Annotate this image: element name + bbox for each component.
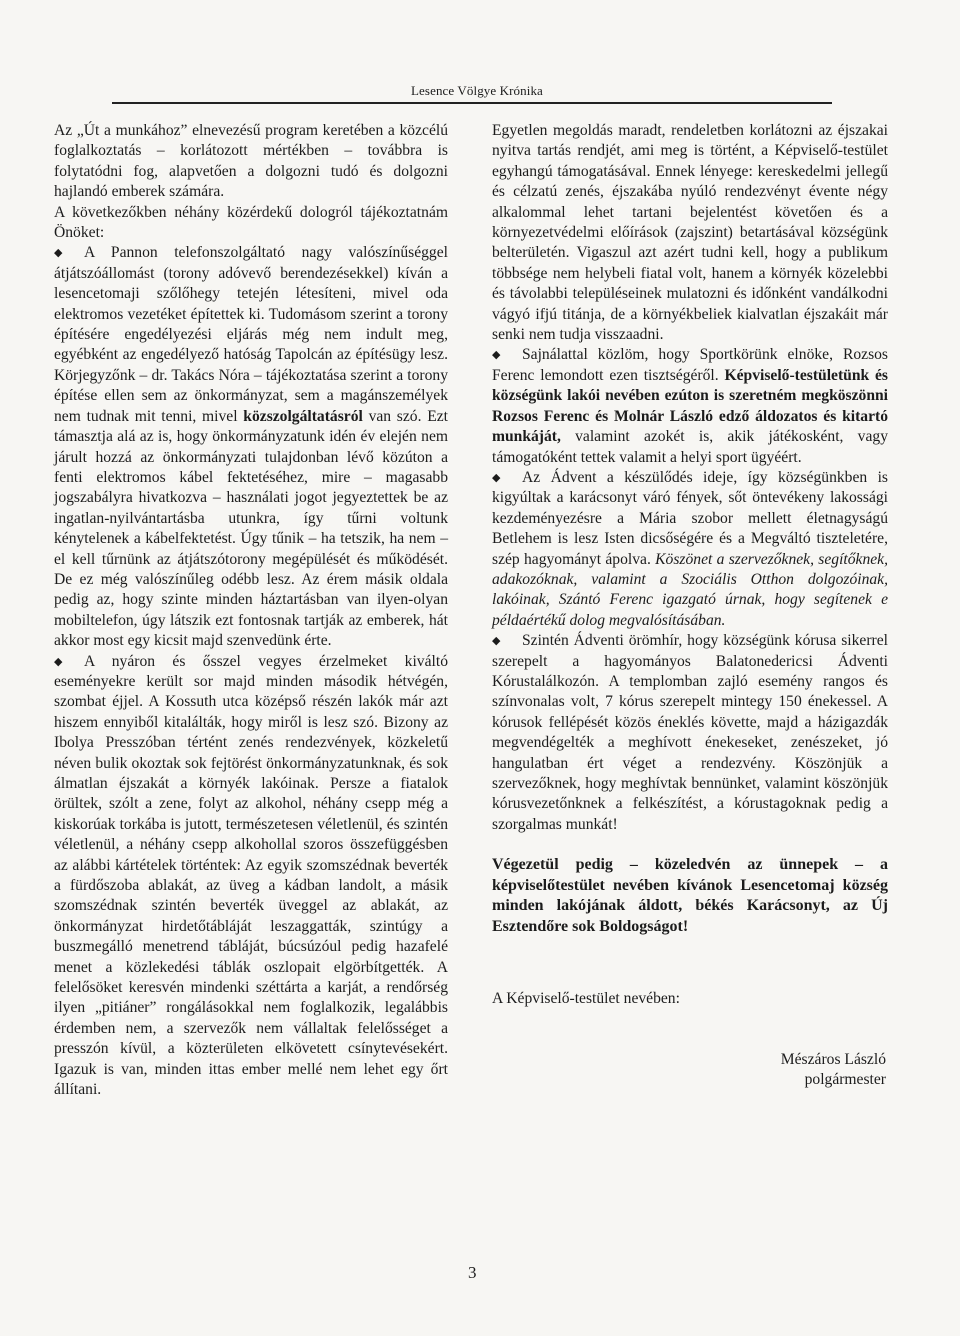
- page-number: 3: [468, 1263, 477, 1282]
- diamond-bullet-icon: ◆: [54, 655, 63, 668]
- paragraph: ◆ Az Ádvent a készülődés ideje, így községünkben is kigyúltak a karácsonyt váró fények, sőt öntevékeny lakossági kezdeményezésre a Mária szobor mellett életnagyságú Betlehem is lesz Isten dicsőségére és a Megváltó tiszteletére, szép hagyományt ápolva. Köszönet a szervezőknek, segítőknek, adakozóknak, valamint a Szociális Otthon dolgozóinak, lakóinak, Szántó Ferenc igazgató úrnak, hogy segítenek e példaértékű dolog megvalósításában.: [492, 468, 888, 629]
- diamond-bullet-icon: ◆: [492, 349, 501, 362]
- paragraph: Egyetlen megoldás maradt, rendeletben korlátozni az éjszakai nyitva tartás rendjét, ami meg is történt, a Képviselő-testület egyhangú támogatásával. Ennek lényege: kereskedelmi jellegű és célzatú zenés, éjszakába nyúló rendezvényt évente négy alkalommal lehet tartani bejelentést követően és a környezetvédelmi előírások (zajszint) betartásával községünk belterületén. Vigaszul azt azért tudni kell, hogy a publikum többsége nem helybeli fiatal volt, hanem a környék közelebbi és távolabbi településeinek mulatozni és időnként vandálkodni vágyó ifjú titánja, de a környékbeliek kialvatlan éjszakáit már senki nem tudja visszaadni.: [492, 122, 888, 344]
- publication-title: Lesence Völgye Krónika: [411, 83, 543, 98]
- paragraph: A következőkben néhány közérdekű dologról tájékoztatnám Önöket:: [54, 203, 448, 242]
- diamond-bullet-icon: ◆: [492, 471, 501, 484]
- diamond-bullet-icon: ◆: [492, 635, 501, 648]
- closing-greeting: Végezetül pedig – közeledvén az ünnepek – a képviselőtestület nevében kívánok Lesencetomaj község minden lakójának áldott, békés Karácsonyt, az Új Esztendőre sok Boldogságot!: [492, 856, 888, 935]
- paragraph: ◆ Sajnálattal közlöm, hogy Sportkörünk elnöke, Rozsos Ferenc lemondott ezen tisztségéről. Képviselő-testületünk és községünk lakói nevében ezúton is szeretném megköszönni Rozsos Ferenc és Molnár László edző áldozatos és kitartó munkáját, valamint azokét is, akik játékosként, vagy támogatóként tettek valamit a helyi sport ügyéért.: [492, 346, 888, 466]
- paragraph: ◆ Szintén Ádventi örömhír, hogy községünk kórusa sikerrel szerepelt a hagyományos Balatonedericsi Ádventi Kórustalálkozón. A templomban zajló esemény rangos és színvonalas volt, 7 kórus szerepelt mintegy 150 énekessel. A kórusok fellépését közös éneklés követte, majd a házigazdák megvendégelték a meghívott énekeseket, zenészeket, jó hangulatban ért véget a rendezvény. Köszönjük a szervezőknek, hogy meghívtak bennünket, valamint köszönjük kórusvezetőnknek a felkészítést, a kórustagoknak pedig a szorgalmas munkát!: [492, 632, 888, 833]
- paragraph: Az „Út a munkához” elnevezésű program keretében a közcélú foglalkoztatás – korlátozott mértékben – továbbra is folytatódni fog, alapvetően a dolgozni tudó és dolgozni hajlandó emberek számára.: [54, 122, 448, 201]
- paragraph: ◆ A nyáron és ősszel vegyes érzelmeket kiváltó eseményekre került sor majd minden második hétvégén, szombat éjjel. A Kossuth utca középső részén lakók már azt hiszem ennyiből kitalálták, hogy miről is lesz szó. Bizony az Ibolya Presszóban tértént zenés rendezvények, közkeletű néven bulik okoztak sok fejtörést önkormányzatunknak, és sok álmatlan éjszakát a környék lakóinak. Persze a fiatalok örültek, szólt a zene, folyt az alkohol, néhány csepp még a kiskorúak torkába is jutott, természetesen véletlenül, és szintén véletlenül, a néhány csepp alkohollal szoros összefüggésben az alábbi kártételek történtek: Az egyik szomszédnak beverték a fürdőszoba ablakát, az üveg a kádban landolt, a másik szomszédnak szintén beverték üveggel az ablakát, az önkormányzat hirdetőtábláját leszaggatták, szintúgy a buszmegálló menetrend tábláját, búcsúzóul pedig hazafelé menet a közlekedési táblák oszlopait elgörbítgették. A felelősöket keresvén mindenki széttárta a karját, a rendőrség ilyen „pitiáner” rongálásokkal nem foglalkozik, legalábbis érdemben nem, a szervezők nem vállaltak felelősséget a presszón kívül, a közterületen elkövetett csínytevésekért. Igazuk is van, minden ittas ember mellé nem lehet egy őrt állítani.: [54, 652, 448, 1099]
- signoff: A Képviselő-testület nevében:: [492, 990, 680, 1008]
- signature-title: polgármester: [804, 1071, 886, 1089]
- right-column: [492, 121, 888, 1090]
- left-column: [54, 121, 448, 1101]
- signature-name: Mészáros László: [780, 1050, 886, 1068]
- paragraph: ◆ A Pannon telefonszolgáltató nagy valószínűséggel átjátszóállomást (torony adóvevő berendezésekkel) kíván a lesencetomaji szőlőhegy tetején létesíteni, mivel oda elektromos vezetéket építettek ki. Tudomásom szerint a torony építésére engedélyezési eljárás még nem indult meg, egyébként az engedélyező hatóság Tapolcán az építésügy lesz. Körjegyzőnk – dr. Takács Nóra – tájékoztatása szerint a torony építése ellen sem az önkormányzat, sem a magánszemélyek nem tudnak mit tenni, mivel közszolgáltatásról van szó. Ezt támasztja alá az is, hogy önkormányzatunk idén év elején nem járult hozzá az önkormányzati tulajdonban lévő közúton a fenti elektromos kábel fektetéséhez, mire – magasabb jogszabályra hivatkozva – használati jogot jegyeztettek be az ingatlan-nyilvántartásba utunkra, így tűrni voltunk kénytelenek a kábelfektetést. Úgy tűnik – ha tetszik, ha nem – el kell tűrnünk az átjátszótorony megépülését és működését. De ez még valószínűleg odébb lesz. Az érem másik oldala pedig az, hogy szinte minden háztartásban van ilyen-olyan mobiltelefon, úgy látszik ezt fontosnak tartják az emberek, hát akkor most egy kicsit majd szenvedünk érte.: [54, 244, 448, 650]
- diamond-bullet-icon: ◆: [54, 247, 63, 260]
